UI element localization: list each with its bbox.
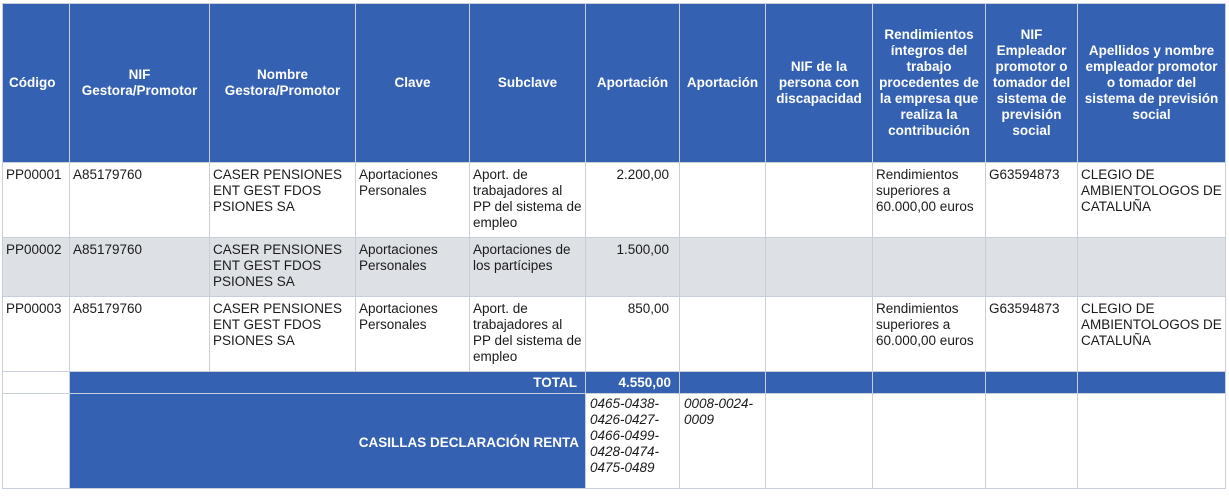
cell-rendimientos: Rendimientos superiores a 60.000,00 euros <box>873 297 986 372</box>
header-nif-gestora: NIF Gestora/Promotor <box>70 4 210 163</box>
cell-codigo: PP00003 <box>3 297 70 372</box>
cell-nif: A85179760 <box>70 238 210 297</box>
cell-subclave: Aport. de trabajadores al PP del sistema de empleo <box>470 297 586 372</box>
header-nombre-gestora: Nombre Gestora/Promotor <box>210 4 356 163</box>
cell-nombre: CASER PENSIONES ENT GEST FDOS PSIONES SA <box>210 238 356 297</box>
casillas-blank <box>766 394 873 489</box>
total-row <box>3 372 1226 394</box>
cell-nombre: CASER PENSIONES ENT GEST FDOS PSIONES SA <box>210 163 356 238</box>
header-codigo: Código <box>3 4 70 163</box>
total-blank <box>766 372 873 394</box>
cell-aportacion-2 <box>680 297 766 372</box>
casillas-blank <box>1078 394 1226 489</box>
cell-nif-discapacidad <box>766 238 873 297</box>
cell-aportacion-2 <box>680 163 766 238</box>
casillas-aportacion: 0465-0438-0426-0427-0466-0499-0428-0474-0475-0489 <box>586 394 680 489</box>
header-clave: Clave <box>356 4 470 163</box>
cell-nif: A85179760 <box>70 297 210 372</box>
cell-nif-empleador: G63594873 <box>986 297 1078 372</box>
cell-clave: Aportaciones Personales <box>356 163 470 238</box>
table-row <box>3 238 1226 297</box>
casillas-blank <box>873 394 986 489</box>
header-subclave: Subclave <box>470 4 586 163</box>
header-empleador: Apellidos y nombre empleador promotor o tomador del sistema de previsión social <box>1078 4 1226 163</box>
cell-rendimientos <box>873 238 986 297</box>
header-aportacion: Aportación <box>586 4 680 163</box>
cell-rendimientos: Rendimientos superiores a 60.000,00 euros <box>873 163 986 238</box>
total-blank <box>680 372 766 394</box>
cell-empleador: CLEGIO DE AMBIENTOLOGOS DE CATALUÑA <box>1078 297 1226 372</box>
cell-clave: Aportaciones Personales <box>356 297 470 372</box>
casillas-label: CASILLAS DECLARACIÓN RENTA <box>70 394 586 489</box>
header-row <box>3 4 1226 163</box>
cell-subclave: Aport. de trabajadores al PP del sistema de empleo <box>470 163 586 238</box>
cell-codigo: PP00001 <box>3 163 70 238</box>
total-label: TOTAL <box>70 372 586 394</box>
casillas-empty-cell <box>3 394 70 489</box>
cell-empleador: CLEGIO DE AMBIENTOLOGOS DE CATALUÑA <box>1078 163 1226 238</box>
aportaciones-table <box>2 3 1226 489</box>
cell-nif: A85179760 <box>70 163 210 238</box>
header-nif-empleador: NIF Empleador promotor o tomador del sistema de previsión social <box>986 4 1078 163</box>
cell-aportacion: 2.200,00 <box>586 163 680 238</box>
header-nif-discapacidad: NIF de la persona con discapacidad <box>766 4 873 163</box>
total-value: 4.550,00 <box>586 372 680 394</box>
total-blank <box>873 372 986 394</box>
cell-subclave: Aportaciones de los partícipes <box>470 238 586 297</box>
casillas-blank <box>986 394 1078 489</box>
total-blank <box>986 372 1078 394</box>
cell-aportacion: 850,00 <box>586 297 680 372</box>
cell-nif-discapacidad <box>766 297 873 372</box>
cell-aportacion: 1.500,00 <box>586 238 680 297</box>
header-rendimientos: Rendimientos íntegros del trabajo procedentes de la empresa que realiza la contribución <box>873 4 986 163</box>
total-blank <box>1078 372 1226 394</box>
cell-aportacion-2 <box>680 238 766 297</box>
table-row <box>3 163 1226 238</box>
casillas-row <box>3 394 1226 489</box>
cell-nif-discapacidad <box>766 163 873 238</box>
casillas-aportacion-2: 0008-0024-0009 <box>680 394 766 489</box>
cell-clave: Aportaciones Personales <box>356 238 470 297</box>
cell-empleador <box>1078 238 1226 297</box>
cell-nombre: CASER PENSIONES ENT GEST FDOS PSIONES SA <box>210 297 356 372</box>
header-aportacion-2: Aportación <box>680 4 766 163</box>
total-empty-cell <box>3 372 70 394</box>
cell-nif-empleador <box>986 238 1078 297</box>
table-row <box>3 297 1226 372</box>
cell-codigo: PP00002 <box>3 238 70 297</box>
cell-nif-empleador: G63594873 <box>986 163 1078 238</box>
